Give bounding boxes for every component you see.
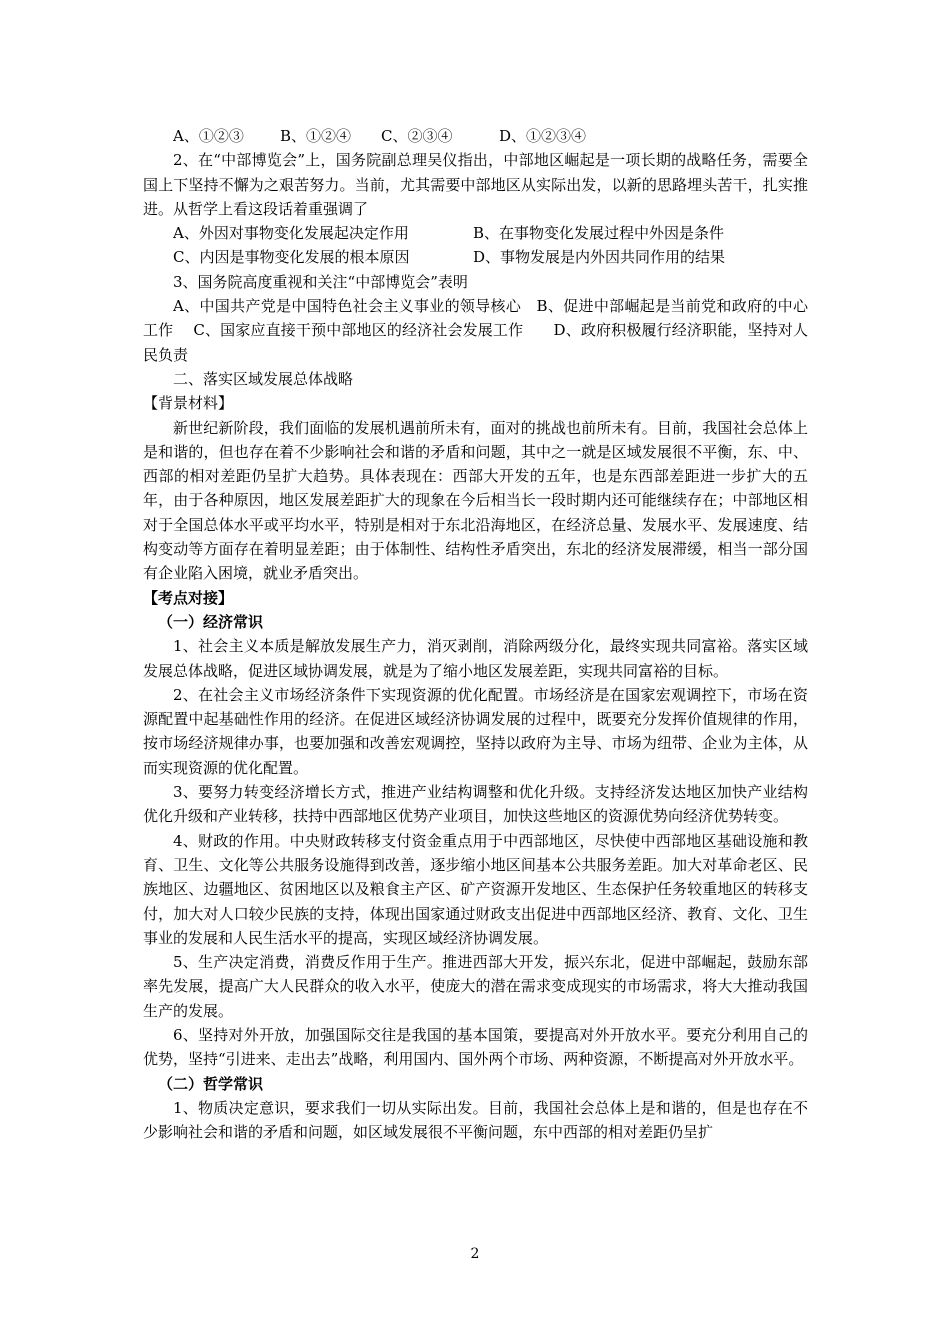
q2-option-a: A、外因对事物变化发展起决定作用	[173, 224, 409, 243]
page-content	[143, 124, 808, 1144]
q2-stem: 2、在“中部博览会”上，国务院副总理吴仪指出，中部地区崛起是一项长期的战略任务，需要全国上下坚持不懈为之艰苦努力。当前，尤其需要中部地区从实际出发，以新的思路埋头苦干，扎实推进。从哲学上看这段话着重强调了	[143, 151, 808, 218]
q1-options	[143, 124, 808, 148]
q2-options-ab	[143, 221, 808, 245]
q2-options-cd	[143, 245, 808, 269]
q2-option-c: C、内因是事物变化发展的根本原因	[173, 248, 410, 267]
econ-heading: （一）经济常识	[158, 612, 264, 631]
econ-point-1: 1、社会主义本质是解放发展生产力，消灭剥削，消除两级分化，最终实现共同富裕。落实区域发展总体战略，促进区域协调发展，就是为了缩小地区发展差距，实现共同富裕的目标。	[143, 637, 808, 680]
background-heading: 【背景材料】	[143, 394, 234, 413]
q1-option-a: A、①②③	[173, 127, 244, 145]
q1-option-d: D、①②③④	[499, 127, 587, 145]
q3-options: A、中国共产党是中国特色社会主义事业的领导核心 B、促进中部崛起是当前党和政府的中心工作 C、国家应直接干预中部地区的经济社会发展工作 D、政府积极履行经济职能，坚持对人民负责	[143, 297, 808, 364]
q2-option-d: D、事物发展是内外因共同作用的结果	[473, 248, 726, 267]
econ-point-5: 5、生产决定消费，消费反作用于生产。推进西部大开发，振兴东北，促进中部崛起，鼓励东部率先发展，提高广大人民群众的收入水平，使庞大的潜在需求变成现实的市场需求，将大大推动我国生产的发展。	[143, 953, 808, 1020]
econ-point-3: 3、要努力转变经济增长方式，推进产业结构调整和优化升级。支持经济发达地区加快产业结构优化升级和产业转移，扶持中西部地区优势产业项目，加快这些地区的资源优势向经济优势转变。	[143, 783, 808, 826]
page-number: 2	[470, 1246, 480, 1262]
q1-option-c: C、②③④	[381, 127, 453, 145]
econ-point-6: 6、坚持对外开放，加强国际交往是我国的基本国策，要提高对外开放水平。要充分利用自己的优势，坚持“引进来、走出去”战略，利用国内、国外两个市场、两种资源，不断提高对外开放水平。	[143, 1025, 808, 1069]
section-title: 二、落实区域发展总体战略	[173, 369, 354, 388]
q2-option-b: B、在事物变化发展过程中外因是条件	[473, 224, 725, 243]
phil-heading: （二）哲学常识	[158, 1074, 264, 1093]
background-text: 新世纪新阶段，我们面临的发展机遇前所未有，面对的挑战也前所未有。目前，我国社会总体上是和谐的，但也存在着不少影响社会和谐的矛盾和问题，其中之一就是区域发展很不平衡，东、中、西部的相对差距仍呈扩大趋势。具体表现在：西部大开发的五年，也是东西部差距进一步扩大的五年，由于各种原因，地区发展差距扩大的现象在今后相当长一段时期内还可能继续存在；中部地区相对于全国总体水平或平均水平，特别是相对于东北沿海地区，在经济总量、发展水平、发展速度、结构变动等方面存在着明显差距；由于体制性、结构性矛盾突出，东北的经济发展滞缓，相当一部分国有企业陷入困境，就业矛盾突出。	[143, 418, 808, 583]
econ-point-2: 2、在社会主义市场经济条件下实现资源的优化配置。市场经济是在国家宏观调控下，市场在资源配置中起基础性作用的经济。在促进区域经济协调发展的过程中，既要充分发挥价值规律的作用，按市场经济规律办事，也要加强和改善宏观调控，坚持以政府为主导、市场为纽带、企业为主体，从而实现资源的优化配置。	[143, 685, 808, 777]
exam-heading: 【考点对接】	[143, 588, 234, 607]
econ-point-4: 4、财政的作用。中央财政转移支付资金重点用于中西部地区，尽快使中西部地区基础设施和教育、卫生、文化等公共服务设施得到改善，逐步缩小地区间基本公共服务差距。加大对革命老区、民族地区、边疆地区、贫困地区以及粮食主产区、矿产资源开发地区、生态保护任务较重地区的转移支付，加大对人口较少民族的支持，体现出国家通过财政支出促进中西部地区经济、教育、文化、卫生事业的发展和人民生活水平的提高，实现区域经济协调发展。	[143, 831, 808, 947]
phil-point-1: 1、物质决定意识，要求我们一切从实际出发。目前，我国社会总体上是和谐的，但是也存在不少影响社会和谐的矛盾和问题，如区域发展很不平衡问题，东中西部的相对差距仍呈扩	[143, 1098, 808, 1142]
q1-option-b: B、①②④	[280, 127, 352, 145]
q3-stem: 3、国务院高度重视和关注“中部博览会”表明	[173, 272, 468, 291]
